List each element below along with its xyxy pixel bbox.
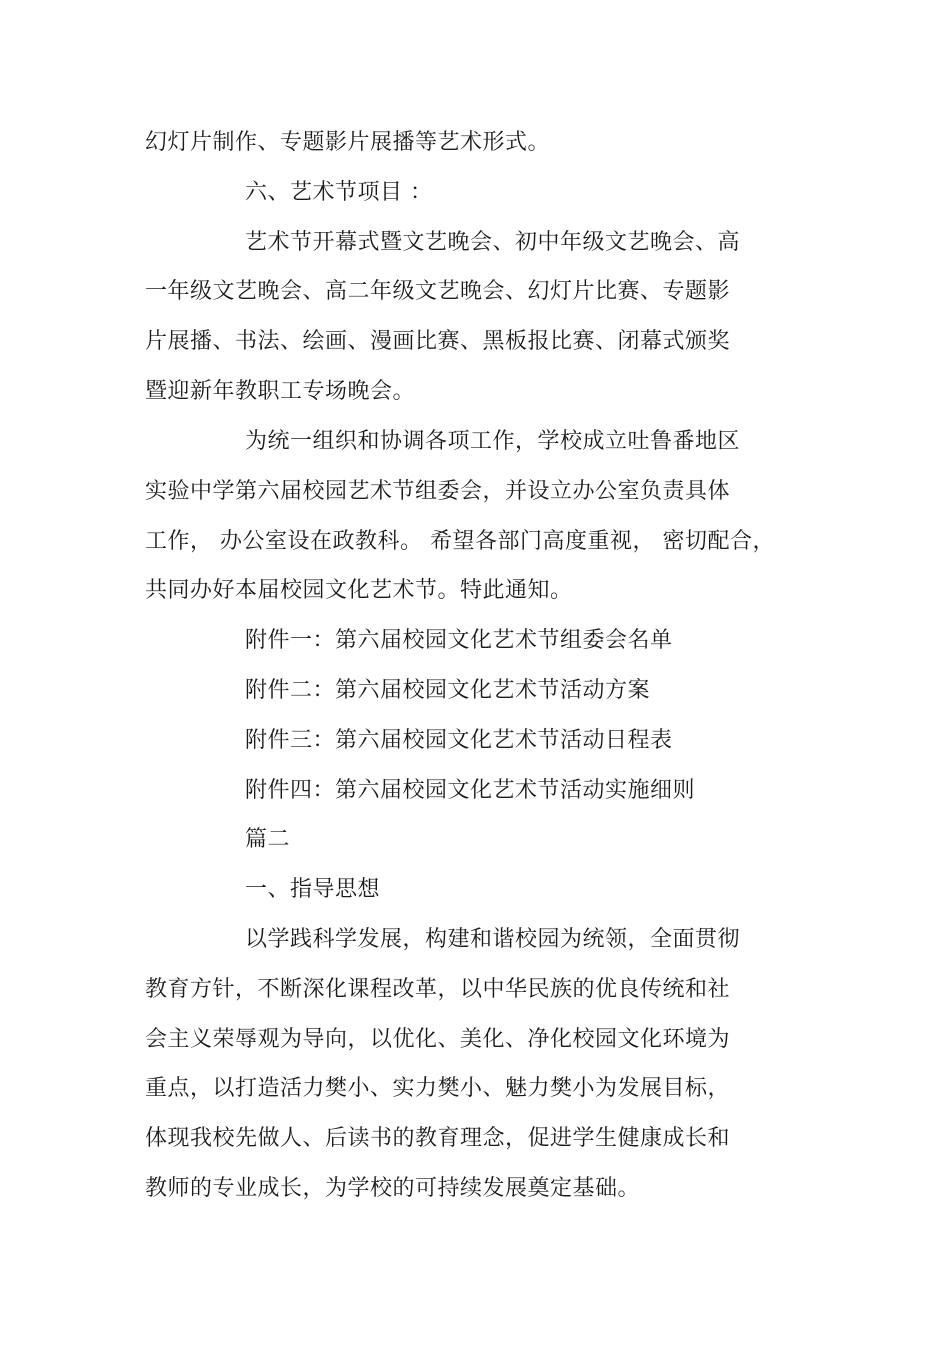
text-line: 为统一组织和协调各项工作，学校成立吐鲁番地区 (245, 429, 741, 454)
text-line: 以学践科学发展，构建和谐校园为统领，全面贯彻 (245, 927, 741, 952)
attachment-item: 附件三：第六届校园文化艺术节活动日程表 (245, 728, 673, 753)
attachment-item: 附件四：第六届校园文化艺术节活动实施细则 (245, 778, 696, 803)
text-line: 工作， 办公室设在政教科。 希望各部门高度重视， 密切配合， (145, 529, 775, 554)
attachment-item: 附件二：第六届校园文化艺术节活动方案 (245, 678, 651, 703)
text-line: 体现我校先做人、后读书的教育理念，促进学生健康成长和 (145, 1126, 731, 1151)
text-line: 片展播、书法、绘画、漫画比赛、黑板报比赛、闭幕式颁奖 (145, 329, 731, 354)
text-line: 重点，以打造活力樊小、实力樊小、魅力樊小为发展目标， (145, 1076, 731, 1101)
attachment-item: 附件一：第六届校园文化艺术节组委会名单 (245, 628, 673, 653)
text-line: 会主义荣辱观为导向，以优化、美化、净化校园文化环境为 (145, 1027, 731, 1052)
text-line: 一年级文艺晚会、高二年级文艺晚会、幻灯片比赛、专题影 (145, 279, 731, 304)
section-heading: 一、指导思想 (245, 877, 381, 902)
text-line: 艺术节开幕式暨文艺晚会、初中年级文艺晚会、高 (245, 230, 741, 255)
text-line: 教育方针，不断深化课程改革，以中华民族的优良传统和社 (145, 977, 731, 1002)
part-heading: 篇二 (245, 827, 291, 852)
text-line: 暨迎新年教职工专场晚会。 (145, 379, 416, 404)
text-line: 幻灯片制作、专题影片展播等艺术形式。 (145, 130, 551, 155)
text-line: 共同办好本届校园文化艺术节。特此通知。 (145, 578, 573, 603)
text-line: 教师的专业成长，为学校的可持续发展奠定基础。 (145, 1176, 641, 1201)
text-line: 实验中学第六届校园艺术节组委会，并设立办公室负责具体 (145, 479, 731, 504)
section-heading: 六、艺术节项目 ： (245, 180, 433, 205)
